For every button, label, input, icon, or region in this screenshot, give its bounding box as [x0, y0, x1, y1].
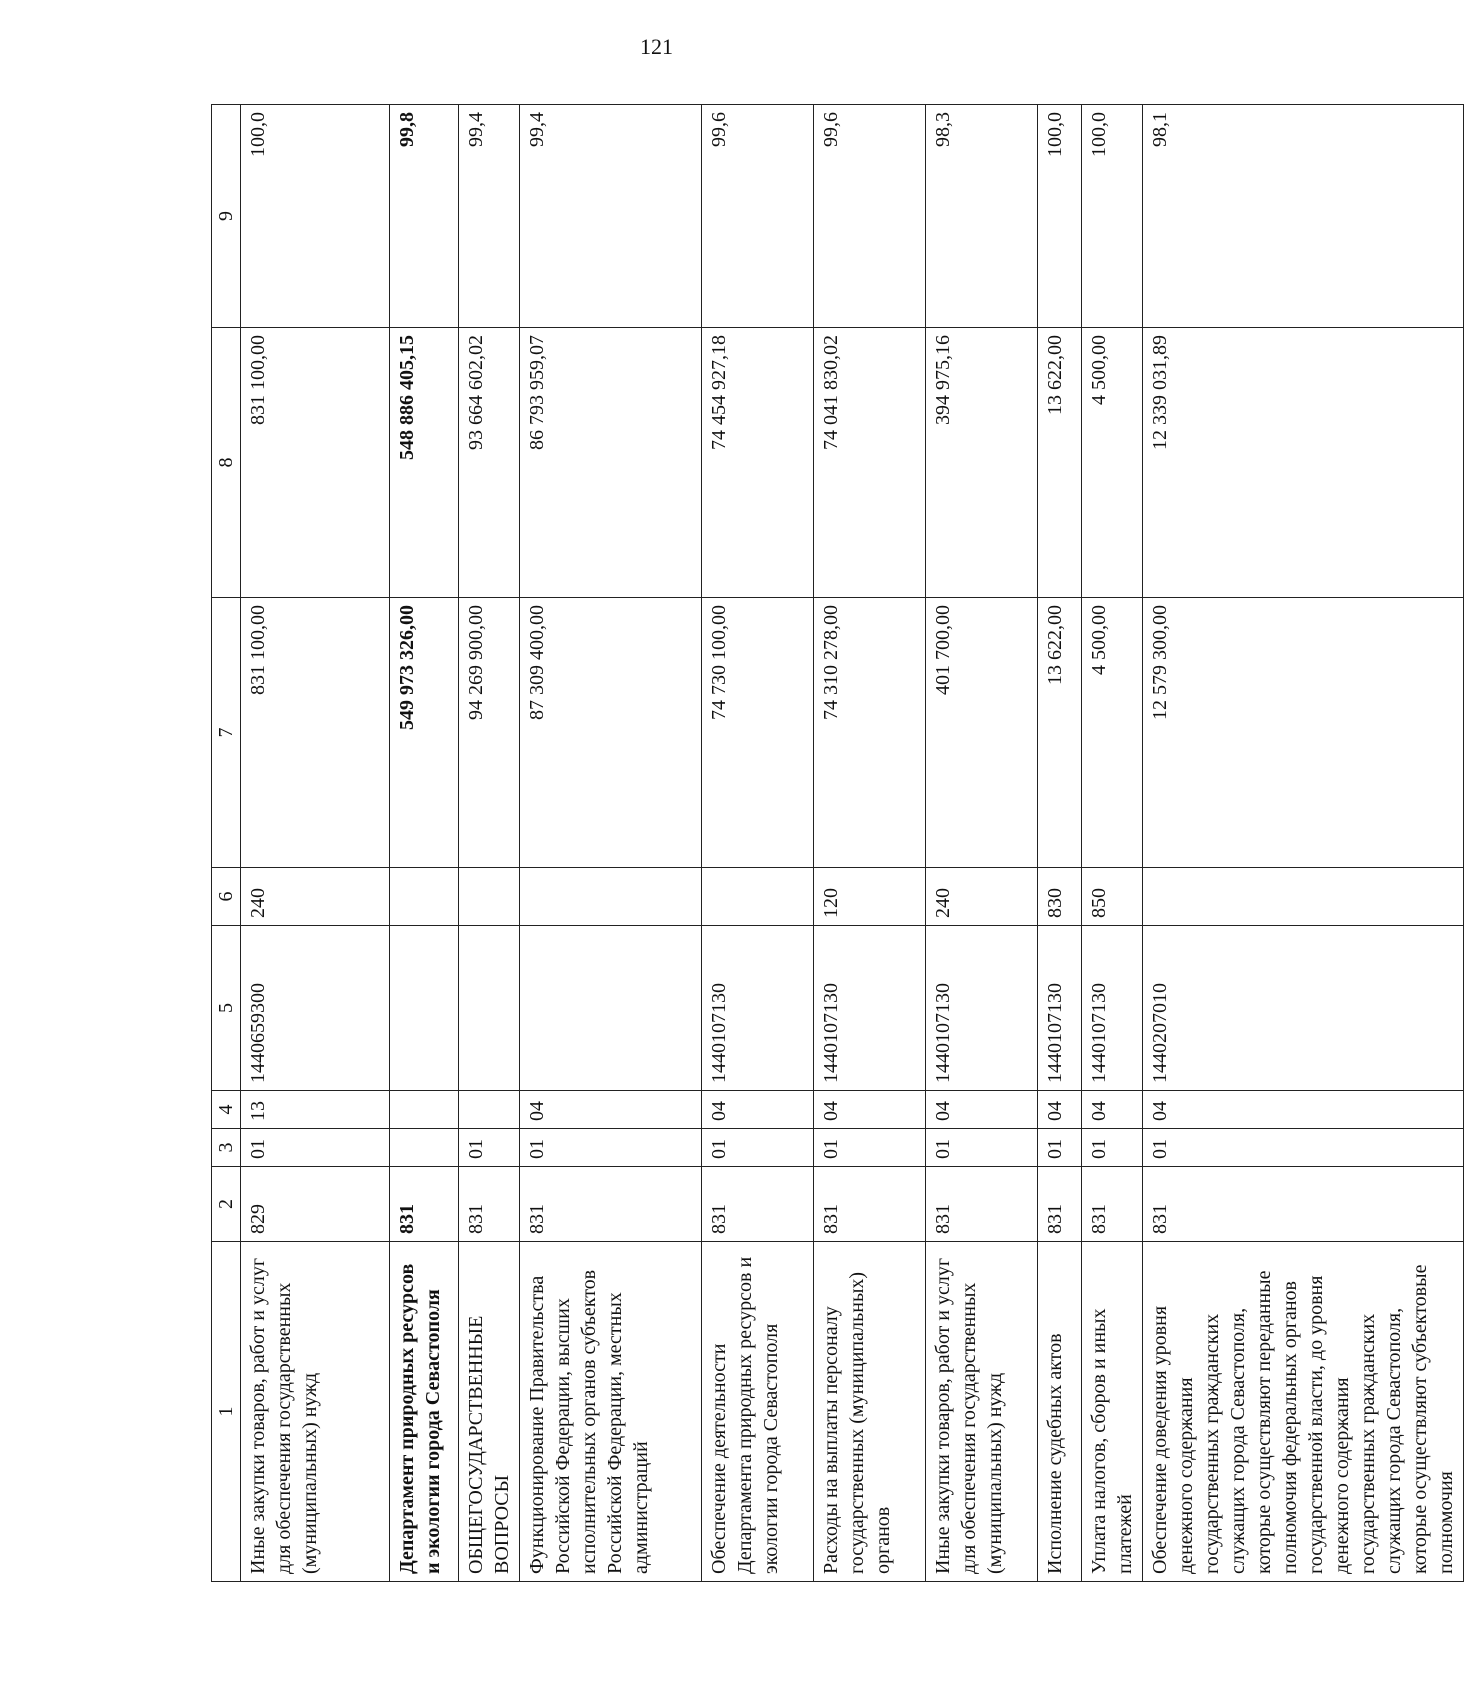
cell-description: Иные закупки товаров, работ и услуг для обеспечения государственных (муниципальных) нужд [241, 1242, 390, 1582]
cell-section: 01 [241, 1129, 390, 1167]
column-header-9: 9 [212, 105, 241, 328]
cell-execution-percent: 99,6 [702, 105, 814, 328]
cell-planned-amount: 74 730 100,00 [702, 598, 814, 868]
cell-target-article: 1440107130 [814, 926, 926, 1091]
cell-subsection: 04 [520, 1091, 702, 1129]
cell-subsection: 04 [702, 1091, 814, 1129]
cell-executed-amount: 548 886 405,15 [390, 328, 459, 598]
table-body [212, 105, 1464, 1582]
cell-executed-amount: 12 339 031,89 [1143, 328, 1464, 598]
cell-subsection [459, 1091, 520, 1129]
cell-executed-amount: 831 100,00 [241, 328, 390, 598]
cell-expense-type [520, 868, 702, 926]
cell-admin-code: 831 [702, 1167, 814, 1242]
cell-section: 01 [1082, 1129, 1143, 1167]
cell-executed-amount: 74 041 830,02 [814, 328, 926, 598]
table-row [459, 105, 520, 1582]
cell-target-article: 1440107130 [1082, 926, 1143, 1091]
cell-section: 01 [520, 1129, 702, 1167]
cell-admin-code: 829 [241, 1167, 390, 1242]
budget-table [211, 104, 1464, 1582]
rotated-table-wrapper [211, 105, 1457, 1582]
cell-admin-code: 831 [1038, 1167, 1082, 1242]
cell-execution-percent: 98,1 [1143, 105, 1464, 328]
table-row [1082, 105, 1143, 1582]
cell-description: Уплата налогов, сборов и иных платежей [1082, 1242, 1143, 1582]
cell-expense-type [1143, 868, 1464, 926]
cell-description: Обеспечение доведения уровня денежного содержания государственных гражданских служащих города Севастополя, которые осуществляют переданные полномочия федеральных органов государственной власти, до уровня денежного содержания государственных гражданских служащих города Севастополя, которые осуществляют субъектовые полномочия [1143, 1242, 1464, 1582]
cell-expense-type [702, 868, 814, 926]
cell-description: ОБЩЕГОСУДАРСТВЕННЫЕ ВОПРОСЫ [459, 1242, 520, 1582]
cell-section: 01 [702, 1129, 814, 1167]
cell-admin-code: 831 [1143, 1167, 1464, 1242]
cell-description: Обеспечение деятельности Департамента природных ресурсов и экологии города Севастополя [702, 1242, 814, 1582]
cell-section: 01 [1143, 1129, 1464, 1167]
cell-executed-amount: 394 975,16 [926, 328, 1038, 598]
cell-subsection: 04 [926, 1091, 1038, 1129]
column-header-7: 7 [212, 598, 241, 868]
column-header-8: 8 [212, 328, 241, 598]
column-header-6: 6 [212, 868, 241, 926]
cell-planned-amount: 74 310 278,00 [814, 598, 926, 868]
cell-expense-type: 240 [241, 868, 390, 926]
cell-section: 01 [1038, 1129, 1082, 1167]
cell-admin-code: 831 [1082, 1167, 1143, 1242]
cell-executed-amount: 74 454 927,18 [702, 328, 814, 598]
cell-description: Департамент природных ресурсов и экологии города Севастополя [390, 1242, 459, 1582]
cell-subsection: 04 [814, 1091, 926, 1129]
cell-expense-type: 850 [1082, 868, 1143, 926]
table-row [1143, 105, 1464, 1582]
cell-target-article [520, 926, 702, 1091]
cell-section [390, 1129, 459, 1167]
column-header-1: 1 [212, 1242, 241, 1582]
cell-description: Функционирование Правительства Российской Федерации, высших исполнительных органов субъектов Российской Федерации, местных администраций [520, 1242, 702, 1582]
table-row [390, 105, 459, 1582]
cell-description: Расходы на выплаты персоналу государственных (муниципальных) органов [814, 1242, 926, 1582]
cell-expense-type: 240 [926, 868, 1038, 926]
cell-subsection: 04 [1143, 1091, 1464, 1129]
cell-section: 01 [814, 1129, 926, 1167]
table-row [926, 105, 1038, 1582]
table-row [814, 105, 926, 1582]
cell-planned-amount: 831 100,00 [241, 598, 390, 868]
cell-description: Иные закупки товаров, работ и услуг для обеспечения государственных (муниципальных) нужд [926, 1242, 1038, 1582]
table-row [241, 105, 390, 1582]
cell-admin-code: 831 [459, 1167, 520, 1242]
cell-subsection: 13 [241, 1091, 390, 1129]
cell-execution-percent: 99,8 [390, 105, 459, 328]
cell-admin-code: 831 [926, 1167, 1038, 1242]
table-row [520, 105, 702, 1582]
cell-target-article: 1440107130 [702, 926, 814, 1091]
cell-execution-percent: 100,0 [241, 105, 390, 328]
cell-target-article: 1440107130 [926, 926, 1038, 1091]
cell-subsection: 04 [1038, 1091, 1082, 1129]
cell-executed-amount: 13 622,00 [1038, 328, 1082, 598]
cell-target-article: 1440659300 [241, 926, 390, 1091]
cell-target-article [459, 926, 520, 1091]
cell-subsection [390, 1091, 459, 1129]
cell-execution-percent: 100,0 [1082, 105, 1143, 328]
cell-target-article: 1440107130 [1038, 926, 1082, 1091]
cell-execution-percent: 99,6 [814, 105, 926, 328]
cell-expense-type [459, 868, 520, 926]
page-number: 121 [640, 34, 673, 59]
column-header-4: 4 [212, 1091, 241, 1129]
cell-planned-amount: 13 622,00 [1038, 598, 1082, 868]
cell-description: Исполнение судебных актов [1038, 1242, 1082, 1582]
cell-planned-amount: 4 500,00 [1082, 598, 1143, 868]
cell-expense-type: 830 [1038, 868, 1082, 926]
cell-section: 01 [459, 1129, 520, 1167]
cell-planned-amount: 94 269 900,00 [459, 598, 520, 868]
cell-section: 01 [926, 1129, 1038, 1167]
cell-execution-percent: 100,0 [1038, 105, 1082, 328]
table-row [1038, 105, 1082, 1582]
cell-execution-percent: 98,3 [926, 105, 1038, 328]
cell-execution-percent: 99,4 [520, 105, 702, 328]
cell-planned-amount: 549 973 326,00 [390, 598, 459, 868]
cell-admin-code: 831 [520, 1167, 702, 1242]
cell-target-article: 1440207010 [1143, 926, 1464, 1091]
table-row [702, 105, 814, 1582]
cell-planned-amount: 401 700,00 [926, 598, 1038, 868]
cell-expense-type: 120 [814, 868, 926, 926]
column-header-3: 3 [212, 1129, 241, 1167]
cell-executed-amount: 93 664 602,02 [459, 328, 520, 598]
cell-executed-amount: 4 500,00 [1082, 328, 1143, 598]
cell-admin-code: 831 [390, 1167, 459, 1242]
cell-planned-amount: 12 579 300,00 [1143, 598, 1464, 868]
cell-executed-amount: 86 793 959,07 [520, 328, 702, 598]
column-header-2: 2 [212, 1167, 241, 1242]
cell-subsection: 04 [1082, 1091, 1143, 1129]
cell-target-article [390, 926, 459, 1091]
column-header-5: 5 [212, 926, 241, 1091]
cell-admin-code: 831 [814, 1167, 926, 1242]
table-header-row [212, 105, 241, 1582]
cell-execution-percent: 99,4 [459, 105, 520, 328]
cell-planned-amount: 87 309 400,00 [520, 598, 702, 868]
cell-expense-type [390, 868, 459, 926]
